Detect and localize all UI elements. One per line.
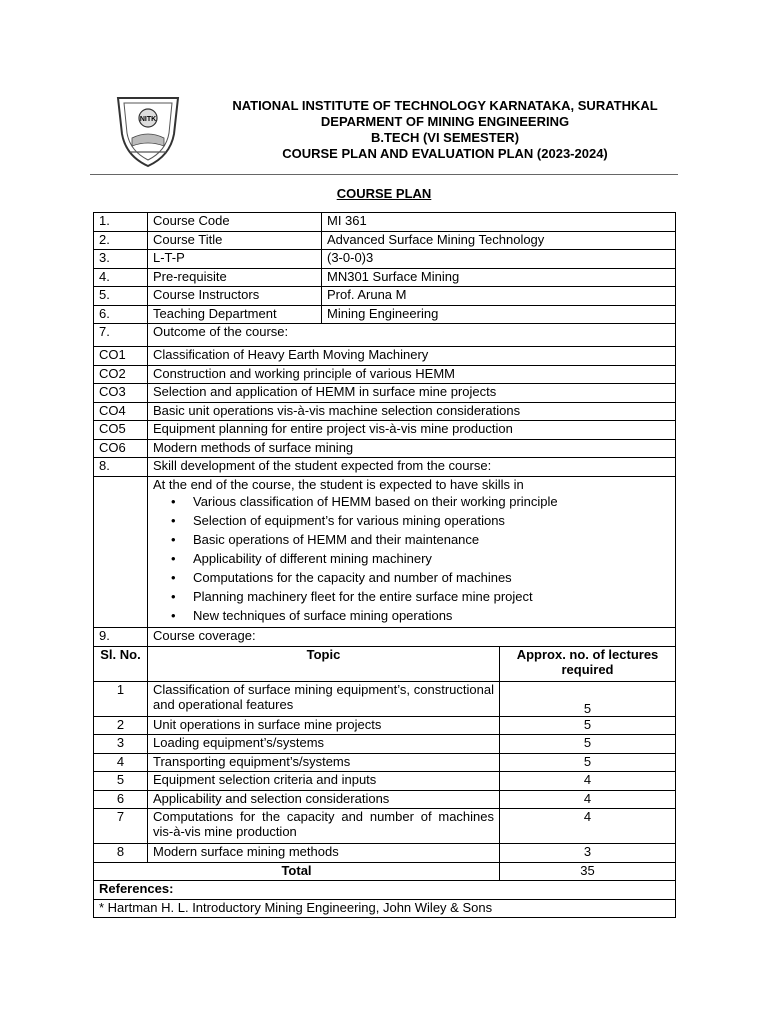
logo-text: NITK [139, 116, 157, 123]
outcome-row: CO4 Basic unit operations vis-à-vis machine selection considerations [94, 402, 676, 421]
reference-row: * Hartman H. L. Introductory Mining Engineering, John Wiley & Sons [94, 899, 676, 918]
coverage-row: 8 Modern surface mining methods 3 [94, 844, 676, 863]
skill-item: • Applicability of different mining machinery [94, 551, 676, 570]
outcome-row: CO3 Selection and application of HEMM in surface mine projects [94, 384, 676, 403]
plan-name: COURSE PLAN AND EVALUATION PLAN (2023-2024) [282, 146, 608, 161]
coverage-heading-row: 9. Course coverage: [94, 628, 676, 647]
coverage-row: 4 Transporting equipment’s/systems 5 [94, 753, 676, 772]
outcome-row: CO6 Modern methods of surface mining [94, 439, 676, 458]
coverage-row: 7 Computations for the capacity and number of machines vis-à-vis mine production 4 [94, 809, 676, 844]
info-row: 4. Pre-requisite MN301 Surface Mining [94, 268, 676, 287]
skill-item: • Planning machinery fleet for the entire surface mine project [94, 589, 676, 608]
coverage-row: 5 Equipment selection criteria and inputs 4 [94, 772, 676, 791]
document-header [190, 98, 700, 162]
outcome-heading-row: 7. Outcome of the course: [94, 324, 676, 347]
skills-heading-row: 8. Skill development of the student expected from the course: [94, 458, 676, 477]
skill-item: • Various classification of HEMM based on their working principle [94, 494, 676, 513]
skills-intro-row: At the end of the course, the student is expected to have skills in [94, 476, 676, 494]
outcome-row: CO5 Equipment planning for entire project vis-à-vis mine production [94, 421, 676, 440]
outcome-row: CO1 Classification of Heavy Earth Moving Machinery [94, 347, 676, 366]
skill-item: • Selection of equipment’s for various mining operations [94, 513, 676, 532]
course-plan-title: COURSE PLAN [336, 186, 432, 201]
info-row: 5. Course Instructors Prof. Aruna M [94, 287, 676, 306]
references-heading-row: References: [94, 881, 676, 900]
info-row: 2. Course Title Advanced Surface Mining Technology [94, 231, 676, 250]
coverage-row: 1 Classification of surface mining equipment’s, constructional and operational features 5 [94, 681, 676, 716]
coverage-row: 2 Unit operations in surface mine projects 5 [94, 716, 676, 735]
header-divider [90, 174, 678, 175]
info-row: 3. L-T-P (3-0-0)3 [94, 250, 676, 269]
nitk-logo [112, 94, 184, 170]
total-row: Total 35 [94, 862, 676, 881]
program-name: B.TECH (VI SEMESTER) [370, 130, 520, 145]
coverage-row: 3 Loading equipment’s/systems 5 [94, 735, 676, 754]
info-row: 6. Teaching Department Mining Engineering [94, 305, 676, 324]
coverage-row: 6 Applicability and selection considerations 4 [94, 790, 676, 809]
institute-name: NATIONAL INSTITUTE OF TECHNOLOGY KARNATAKA, SURATHKAL [232, 98, 658, 113]
coverage-header-row: Sl. No. Topic Approx. no. of lectures required [94, 646, 676, 681]
info-row: 1. Course Code MI 361 [94, 213, 676, 232]
department-name: DEPARMENT OF MINING ENGINEERING [320, 114, 570, 129]
skill-item: • New techniques of surface mining operations [94, 608, 676, 628]
skill-item: • Basic operations of HEMM and their maintenance [94, 532, 676, 551]
skill-item: • Computations for the capacity and number of machines [94, 570, 676, 589]
course-plan-table [93, 212, 676, 918]
outcome-row: CO2 Construction and working principle of various HEMM [94, 365, 676, 384]
